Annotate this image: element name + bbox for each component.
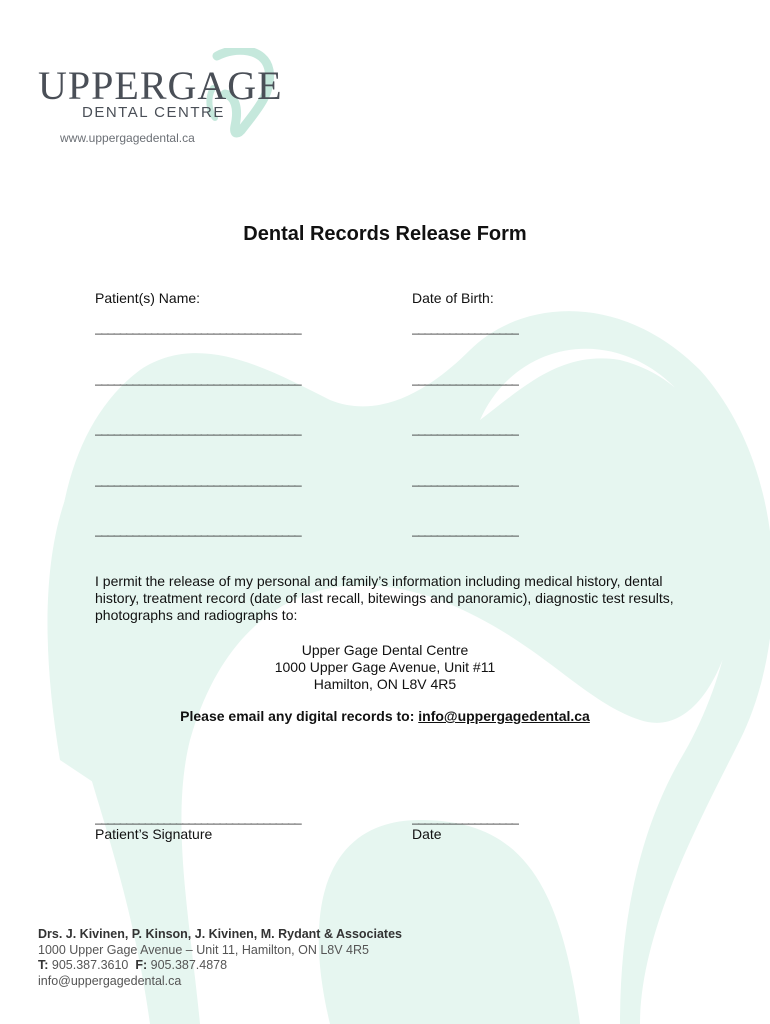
email-link[interactable]: info@uppergagedental.ca <box>418 708 590 724</box>
patient-name-field-3[interactable]: _________________________________ <box>95 421 301 436</box>
patient-name-field-2[interactable]: _________________________________ <box>95 371 301 386</box>
footer-email: info@uppergagedental.ca <box>38 973 182 988</box>
logo-subtitle: DENTAL CENTRE <box>82 104 225 121</box>
date-field[interactable]: _________________ <box>412 810 518 825</box>
fax-prefix: F: <box>135 958 148 972</box>
dob-field-3[interactable]: _________________ <box>412 421 518 436</box>
dob-field-2[interactable]: _________________ <box>412 371 518 386</box>
footer <box>38 927 402 989</box>
email-prompt: Please email any digital records to: <box>180 708 415 724</box>
signature-field[interactable]: _________________________________ <box>95 810 301 825</box>
footer-phone: 905.387.3610 <box>51 958 129 972</box>
date-label: Date <box>412 826 442 842</box>
patient-name-label: Patient(s) Name: <box>95 290 201 306</box>
dob-label: Date of Birth: <box>412 290 494 306</box>
page-title: Dental Records Release Form <box>243 223 527 245</box>
email-instruction <box>0 708 770 724</box>
dob-field-4[interactable]: _________________ <box>412 472 518 487</box>
patient-name-field-4[interactable]: _________________________________ <box>95 472 301 487</box>
address-line-2: 1000 Upper Gage Avenue, Unit #11 <box>274 659 496 675</box>
logo-url: www.uppergagedental.ca <box>60 131 195 145</box>
logo-wordmark: UPPERGAGE <box>38 63 283 108</box>
footer-address: 1000 Upper Gage Avenue – Unit 11, Hamilton, ON L8V 4R5 <box>38 942 369 957</box>
footer-fax: 905.387.4878 <box>150 958 228 972</box>
patient-name-field-1[interactable]: _________________________________ <box>95 320 301 335</box>
address-line-3: Hamilton, ON L8V 4R5 <box>313 676 457 692</box>
address-line-1: Upper Gage Dental Centre <box>301 642 469 658</box>
dob-field-5[interactable]: _________________ <box>412 522 518 537</box>
permission-paragraph: I permit the release of my personal and family’s information including medical history, dental history, treatment record (date of last recall, bitewings and panoramic), diagnostic test results, photographs and radiographs to: <box>95 573 674 623</box>
dob-field-1[interactable]: _________________ <box>412 320 518 335</box>
patient-name-field-5[interactable]: _________________________________ <box>95 522 301 537</box>
phone-prefix: T: <box>38 958 49 972</box>
footer-doctors: Drs. J. Kivinen, P. Kinson, J. Kivinen, M. Rydant & Associates <box>38 927 402 941</box>
signature-label: Patient’s Signature <box>95 826 213 842</box>
footer-contact <box>38 958 402 974</box>
